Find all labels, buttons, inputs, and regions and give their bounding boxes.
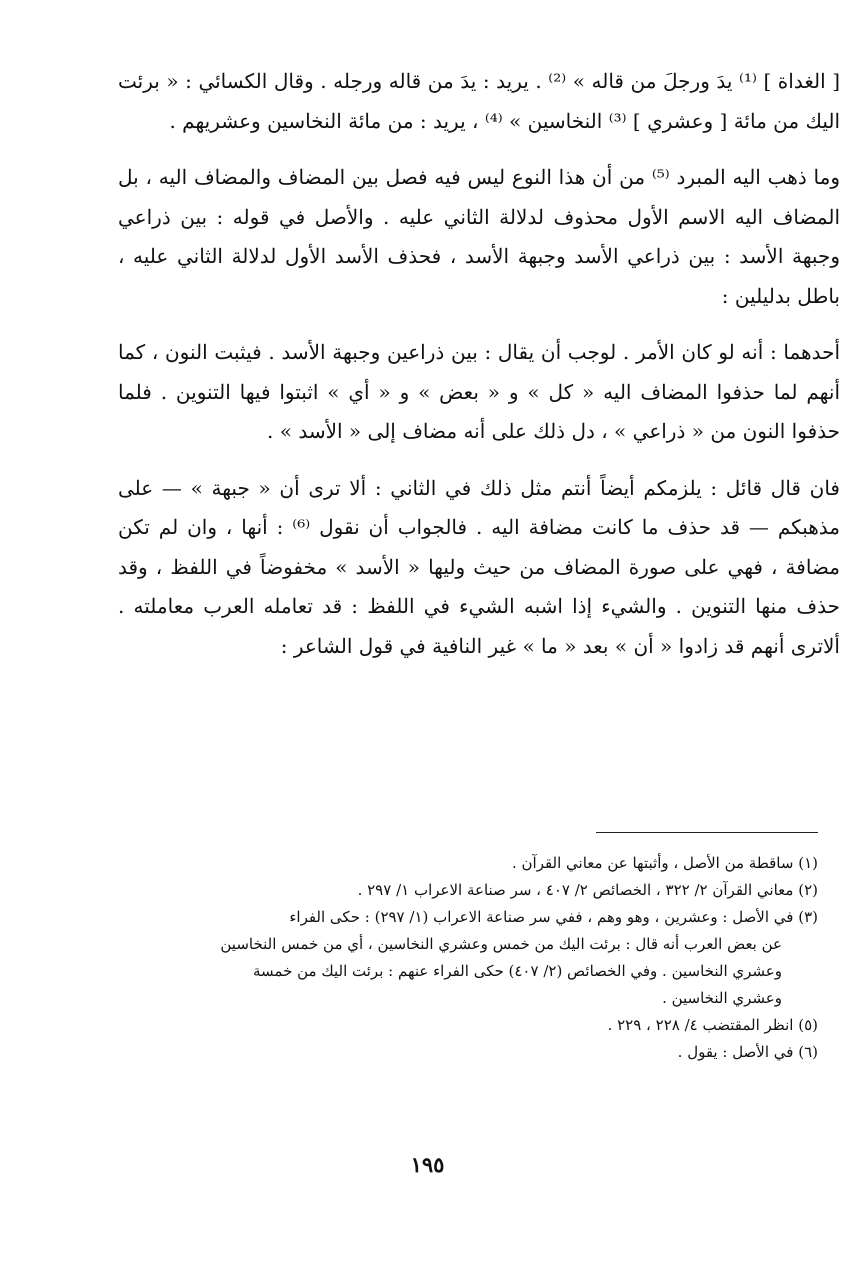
footnote-5: (٥) انظر المقتضب ٤/ ٢٢٨ ، ٢٢٩ . [607, 1016, 818, 1034]
paragraph-2: وما ذهب اليه المبرد ⁽⁵⁾ من أن هذا النوع ليس فيه فصل بين المضاف والمضاف اليه ، بل المضاف اليه الاسم الأول محذوف لدلالة الثاني عليه . والأصل في قوله : بين ذراعي وجبهة الأسد : بين ذراعي الأسد وجبهة الأسد ، فحذف الأسد الأول لدلالة الثاني عليه ، باطل بدليلين : [118, 165, 840, 308]
page-number: ١٩٥ [410, 1152, 445, 1177]
footnote-3 [118, 904, 818, 1012]
footnote-separator [596, 832, 818, 833]
footnote-3-line-3: وعشري النخاسين . وفي الخصائص (٢/ ٤٠٧) حكى الفراء عنهم : برئت اليك من خمسة [252, 962, 782, 980]
paragraph-3: أحدهما : أنه لو كان الأمر . لوجب أن يقال : بين ذراعين وجبهة الأسد . فيثبت النون ، كما أنهم لما حذفوا المضاف اليه « كل » و « بعض » و « أي » اثبتوا فيها التنوين . فلما حذفوا النون من « ذراعي » ، دل ذلك على أنه مضاف إلى « الأسد » . [118, 340, 840, 443]
paragraph-4: فان قال قائل : يلزمكم أيضاً أنتم مثل ذلك في الثاني : ألا ترى أن « جبهة » — على مذهبكم — قد حذف ما كانت مضافة اليه . فالجواب أن نقول ⁽⁶⁾ : أنها ، وان لم تكن مضافة ، فهي على صورة المضاف من حيث وليها « الأسد » مخفوضاً في اللفظ ، وقد حذف منها التنوين . والشيء إذا اشبه الشيء في اللفظ : قد تعامله العرب معاملته . ألاترى أنهم قد زادوا « أن » بعد « ما » غير النافية في قول الشاعر : [118, 475, 841, 658]
footnotes [118, 850, 818, 1066]
main-text [118, 62, 840, 666]
footnote-3-line-4: وعشري النخاسين . [662, 989, 782, 1007]
footnote-3-line-2: عن بعض العرب أنه قال : برئت اليك من خمس وعشري النخاسين ، أي من خمس النخاسين [220, 935, 782, 953]
footnote-1: (١) ساقطة من الأصل ، وأثبتها عن معاني القرآن . [511, 854, 818, 872]
footnote-6: (٦) في الأصل : يقول . [677, 1043, 818, 1061]
footnote-2: (٢) معاني القرآن ٢/ ٣٢٢ ، الخصائص ٢/ ٤٠٧ ، سر صناعة الاعراب ١/ ٢٩٧ . [357, 881, 818, 899]
paragraph-1: [ الغداة ] ⁽¹⁾ يدَ ورجلَ من قاله » ⁽²⁾ . يريد : يدَ من قاله ورجله . وقال الكسائي : « برئت اليك من مائة [ وعشري ] ⁽³⁾ النخاسين » ⁽⁴⁾ ، يريد : من مائة النخاسين وعشريهم . [118, 69, 840, 133]
footnote-3-line-1: (٣) في الأصل : وعشرين ، وهو وهم ، ففي سر صناعة الاعراب (١/ ٢٩٧) : حكى الفراء [289, 908, 818, 926]
